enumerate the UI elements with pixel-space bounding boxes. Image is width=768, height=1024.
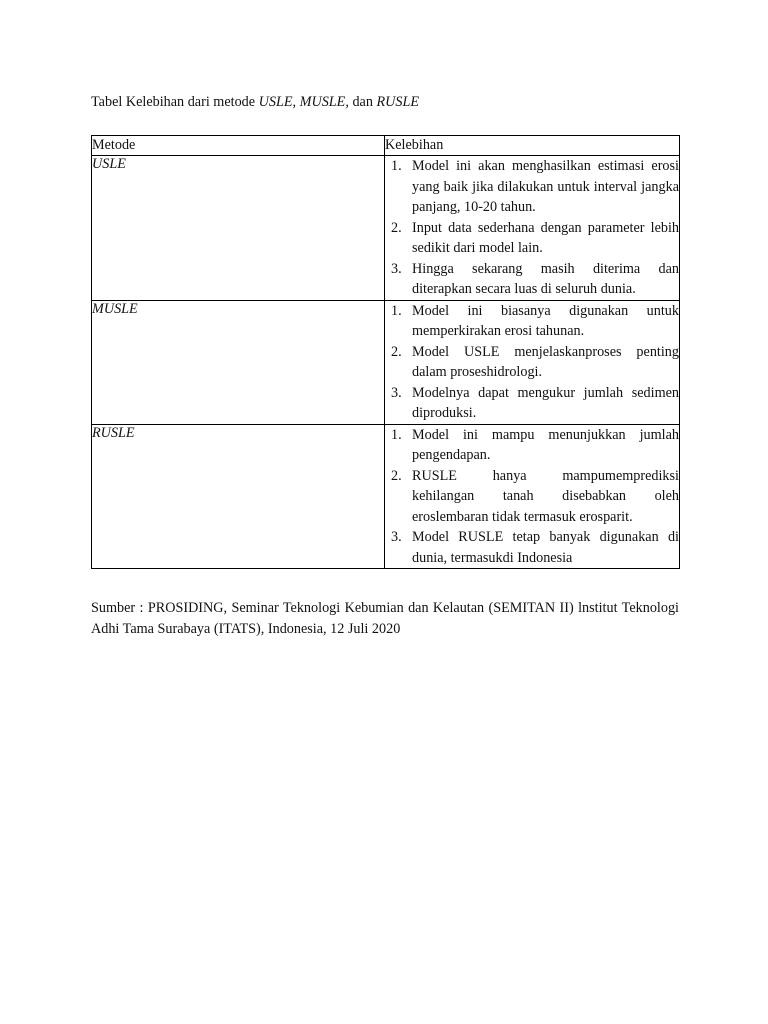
advantages-list (385, 301, 679, 424)
list-item (385, 259, 679, 300)
advantages-table (91, 135, 680, 569)
method-cell-rusle: RUSLE (92, 424, 385, 569)
list-item (385, 527, 679, 568)
item-number: 3. (391, 260, 402, 277)
caption-method-rusle: RUSLE (376, 94, 420, 110)
item-number: 2. (391, 467, 402, 484)
advantages-list (385, 156, 679, 300)
list-item (385, 156, 679, 218)
item-number: 2. (391, 219, 402, 236)
caption-method-usle: USLE, (258, 94, 297, 110)
table-row-rusle (92, 424, 680, 569)
list-item (385, 425, 679, 466)
list-item (385, 466, 679, 528)
advantages-cell-usle (385, 156, 680, 301)
item-text: Input data sederhana dengan parameter lebih sedikit dari model lain. (412, 219, 679, 256)
advantages-cell-rusle (385, 424, 680, 569)
item-number: 1. (391, 426, 402, 443)
method-cell-musle: MUSLE (92, 300, 385, 424)
advantages-cell-musle (385, 300, 680, 424)
item-text: Model ini mampu menunjukkan jumlah pengendapan. (412, 426, 679, 463)
table-row-musle (92, 300, 680, 424)
item-text: Model ini akan menghasilkan estimasi erosi yang baik jika dilakukan untuk interval jangka panjang, 10-20 tahun. (412, 158, 679, 215)
caption-prefix: Tabel Kelebihan dari metode (91, 94, 259, 110)
item-text: RUSLE hanya mampumemprediksi kehilangan tanah disebabkan oleh eroslembaran tidak termasuk erosparit. (412, 467, 679, 525)
item-text: Hingga sekarang masih diterima dan diterapkan secara luas di seluruh dunia. (412, 260, 679, 297)
list-item (385, 342, 679, 383)
item-number: 1. (391, 302, 402, 319)
advantages-list (385, 425, 679, 569)
item-text: Model USLE menjelaskanproses penting dalam proseshidrologi. (412, 343, 679, 380)
item-number: 2. (391, 343, 402, 360)
list-item (385, 383, 679, 424)
table-header-row (92, 136, 680, 156)
item-number: 1. (391, 158, 402, 174)
item-text: Model RUSLE tetap banyak digunakan di dunia, termasukdi Indonesia (412, 529, 679, 566)
item-text: Model ini biasanya digunakan untuk memperkirakan erosi tahunan. (412, 302, 679, 339)
source-citation: Sumber : PROSIDING, Seminar Teknologi Kebumian dan Kelautan (SEMITAN II) lnstitut Teknologi Adhi Tama Surabaya (ITATS), Indonesia, 12 Juli 2020 (91, 600, 679, 637)
list-item (385, 301, 679, 342)
list-item (385, 218, 679, 259)
method-cell-usle: USLE (92, 156, 385, 301)
item-text: Modelnya dapat mengukur jumlah sedimen diproduksi. (412, 384, 679, 421)
table-caption (91, 92, 419, 112)
caption-method-musle: MUSLE, (299, 94, 349, 110)
item-number: 3. (391, 384, 402, 401)
header-metode: Metode (92, 136, 385, 156)
header-kelebihan: Kelebihan (385, 136, 680, 156)
item-number: 3. (391, 529, 402, 545)
table-row-usle (92, 156, 680, 301)
caption-conjunction: dan (348, 94, 377, 110)
